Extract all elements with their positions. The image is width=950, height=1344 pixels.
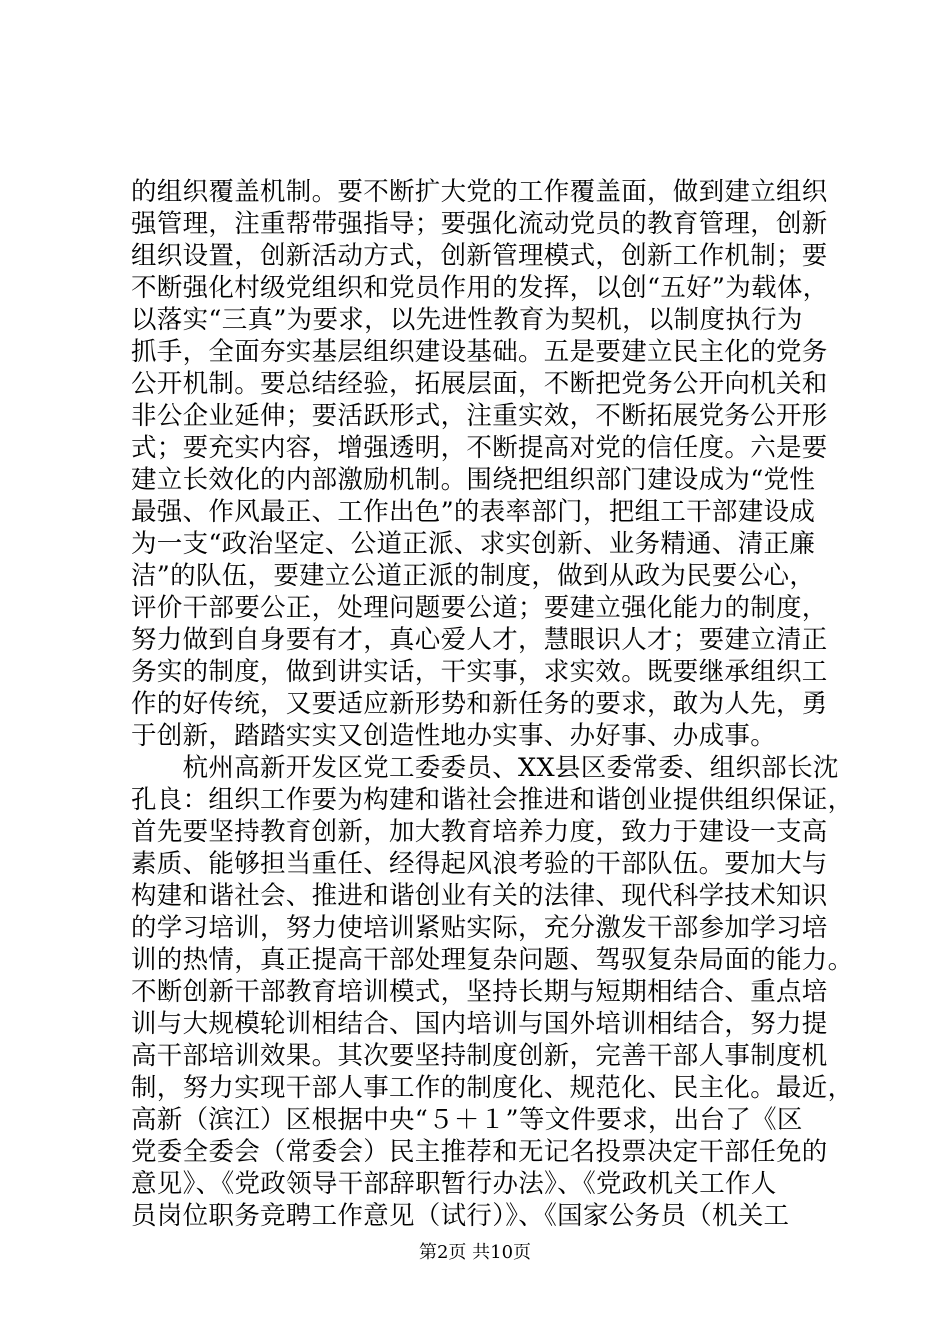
body-text-line: 务实的制度，做到讲实话，干实事，求实效。既要继承组织工 <box>131 657 828 687</box>
body-text-line: 建立长效化的内部激励机制。围绕把组织部门建设成为“党性 <box>131 465 816 495</box>
body-text-line: 公开机制。要总结经验，拓展层面，不断把党务公开向机关和 <box>131 369 828 399</box>
body-text-line: 作的好传统，又要适应新形势和新任务的要求，敢为人先，勇 <box>131 689 828 719</box>
body-text-line: 意见》、《党政领导干部辞职暂行办法》、《党政机关工作人 <box>131 1169 777 1199</box>
body-text-line: 组织设置，创新活动方式，创新管理模式，创新工作机制；要 <box>131 241 828 271</box>
body-text-line: 制，努力实现干部人事工作的制度化、规范化、民主化。最近， <box>131 1073 854 1103</box>
body-text-line: 为一支“政治坚定、公道正派、求实创新、业务精通、清正廉 <box>131 529 816 559</box>
body-text-line: 的组织覆盖机制。要不断扩大党的工作覆盖面，做到建立组织 <box>131 177 828 207</box>
paragraph-start-line: 杭州高新开发区党工委委员、XX县区委常委、组织部长沈 <box>131 753 839 783</box>
body-text-line: 孔良：组织工作要为构建和谐社会推进和谐创业提供组织保证， <box>131 785 854 815</box>
body-text-line: 努力做到自身要有才，真心爱人才，慧眼识人才；要建立清正 <box>131 625 828 655</box>
body-text-line: 党委全委会（常委会）民主推荐和无记名投票决定干部任免的 <box>131 1137 828 1167</box>
body-text-line: 最强、作风最正、工作出色”的表率部门，把组工干部建设成 <box>131 497 816 527</box>
body-text-line: 训的热情，真正提高干部处理复杂问题、驾驭复杂局面的能力。 <box>131 945 854 975</box>
body-text-line: 不断创新干部教育培训模式，坚持长期与短期相结合、重点培 <box>131 977 828 1007</box>
body-text-line: 评价干部要公正，处理问题要公道；要建立强化能力的制度， <box>131 593 828 623</box>
body-text-line: 非公企业延伸；要活跃形式，注重实效，不断拓展党务公开形 <box>131 401 828 431</box>
body-text-line: 训与大规模轮训相结合、国内培训与国外培训相结合，努力提 <box>131 1009 828 1039</box>
body-text-line: 洁”的队伍，要建立公道正派的制度，做到从政为民要公心， <box>131 561 816 591</box>
body-text-line: 高新（滨江）区根据中央“５＋１”等文件要求，出台了《区 <box>131 1105 803 1135</box>
body-text-line: 的学习培训，努力使培训紧贴实际，充分激发干部参加学习培 <box>131 913 828 943</box>
body-text-line: 强管理，注重帮带强指导；要强化流动党员的教育管理，创新 <box>131 209 828 239</box>
body-text-line: 于创新，踏踏实实又创造性地办实事、办好事、办成事。 <box>131 721 777 751</box>
body-text-line: 构建和谐社会、推进和谐创业有关的法律、现代科学技术知识 <box>131 881 828 911</box>
body-text-line: 抓手，全面夯实基层组织建设基础。五是要建立民主化的党务 <box>131 337 828 367</box>
body-text-line: 不断强化村级党组织和党员作用的发挥，以创“五好”为载体， <box>131 273 829 303</box>
body-text-line: 素质、能够担当重任、经得起风浪考验的干部队伍。要加大与 <box>131 849 828 879</box>
page-number-footer: 第2页 共10页 <box>418 1242 532 1263</box>
body-text-line: 高干部培训效果。其次要坚持制度创新，完善干部人事制度机 <box>131 1041 828 1071</box>
body-text-line: 式；要充实内容，增强透明，不断提高对党的信任度。六是要 <box>131 433 828 463</box>
body-text-line: 员岗位职务竞聘工作意见（试行）》、《国家公务员（机关工 <box>131 1201 790 1231</box>
body-text-line: 首先要坚持教育创新，加大教育培养力度，致力于建设一支高 <box>131 817 828 847</box>
body-text-line: 以落实“三真”为要求，以先进性教育为契机，以制度执行为 <box>131 305 803 335</box>
